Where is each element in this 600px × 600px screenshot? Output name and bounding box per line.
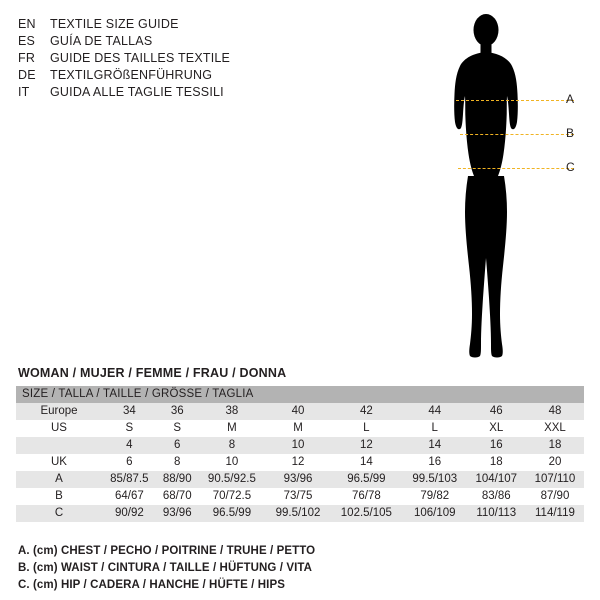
language-code: IT: [18, 85, 30, 99]
table-cell: 40: [266, 403, 330, 420]
table-cell: 90.5/92.5: [198, 471, 266, 488]
language-code: EN: [18, 17, 36, 31]
table-cell: L: [330, 420, 403, 437]
table-cell: 110/113: [467, 505, 526, 522]
table-cell: 93/96: [266, 471, 330, 488]
table-cell: 76/78: [330, 488, 403, 505]
measure-line-a: [456, 100, 574, 101]
female-body-figure: [420, 8, 590, 368]
language-title: TEXTILGRÖßENFÜHRUNG: [50, 68, 213, 82]
table-cell: 14: [403, 437, 467, 454]
legend-row-b: B. (cm) WAIST / CINTURA / TAILLE / HÜFTUNG / VITA: [18, 562, 313, 574]
table-cell: 99.5/102: [266, 505, 330, 522]
row-label: A: [16, 471, 102, 488]
table-cell: 85/87.5: [102, 471, 157, 488]
measure-line-c: [458, 168, 574, 169]
row-label: C: [16, 505, 102, 522]
table-cell: 87/90: [526, 488, 584, 505]
table-cell: 102.5/105: [330, 505, 403, 522]
table-cell: M: [198, 420, 266, 437]
row-label: B: [16, 488, 102, 505]
language-title: TEXTILE SIZE GUIDE: [50, 17, 179, 31]
language-code: FR: [18, 51, 36, 65]
measure-line-b: [460, 134, 574, 135]
table-cell: 114/119: [526, 505, 584, 522]
table-cell: 14: [330, 454, 403, 471]
size-table: [16, 386, 584, 522]
table-cell: 12: [330, 437, 403, 454]
table-row: [16, 420, 584, 437]
language-title: GUIDA ALLE TAGLIE TESSILI: [50, 85, 224, 99]
table-cell: XL: [467, 420, 526, 437]
table-cell: 20: [526, 454, 584, 471]
row-label: US: [16, 420, 102, 437]
table-cell: 90/92: [102, 505, 157, 522]
table-cell: 73/75: [266, 488, 330, 505]
table-cell: 10: [198, 454, 266, 471]
table-cell: 8: [198, 437, 266, 454]
language-row: [18, 50, 318, 67]
table-cell: 6: [157, 437, 198, 454]
table-header-row: [16, 386, 584, 403]
row-label: UK: [16, 454, 102, 471]
language-code: DE: [18, 68, 36, 82]
measurement-legend: [18, 543, 578, 594]
table-cell: 70/72.5: [198, 488, 266, 505]
table-cell: 38: [198, 403, 266, 420]
language-header-list: [18, 16, 318, 101]
language-row: [18, 67, 318, 84]
table-cell: 18: [526, 437, 584, 454]
table-cell: 79/82: [403, 488, 467, 505]
body-silhouette-icon: [420, 8, 590, 368]
table-cell: S: [102, 420, 157, 437]
language-title: GUIDE DES TAILLES TEXTILE: [50, 51, 231, 65]
legend-row-c: C. (cm) HIP / CADERA / HANCHE / HÜFTE / HIPS: [18, 579, 286, 591]
table-cell: 12: [266, 454, 330, 471]
table-row: [16, 437, 584, 454]
measure-label-c: C: [566, 160, 575, 174]
table-cell: 104/107: [467, 471, 526, 488]
table-cell: 6: [102, 454, 157, 471]
table-cell: 8: [157, 454, 198, 471]
table-cell: 64/67: [102, 488, 157, 505]
table-group-title: WOMAN / MUJER / FEMME / FRAU / DONNA: [18, 366, 287, 380]
table-cell: 93/96: [157, 505, 198, 522]
table-row: [16, 454, 584, 471]
table-cell: 83/86: [467, 488, 526, 505]
table-cell: 16: [403, 454, 467, 471]
table-cell: 4: [102, 437, 157, 454]
measure-label-a: A: [566, 92, 575, 106]
table-row: [16, 403, 584, 420]
table-header-cell: SIZE / TALLA / TAILLE / GRÖSSE / TAGLIA: [16, 386, 584, 403]
table-cell: 99.5/103: [403, 471, 467, 488]
table-cell: 68/70: [157, 488, 198, 505]
table-cell: 10: [266, 437, 330, 454]
measure-label-b: B: [566, 126, 575, 140]
language-row: [18, 16, 318, 33]
table-cell: L: [403, 420, 467, 437]
language-code: ES: [18, 34, 36, 48]
row-label: [16, 437, 102, 454]
table-cell: 42: [330, 403, 403, 420]
table-cell: XXL: [526, 420, 584, 437]
table-row: [16, 505, 584, 522]
table-cell: 34: [102, 403, 157, 420]
table-cell: 96.5/99: [330, 471, 403, 488]
table-cell: 88/90: [157, 471, 198, 488]
legend-row-a: A. (cm) CHEST / PECHO / POITRINE / TRUHE / PETTO: [18, 545, 316, 557]
table-cell: M: [266, 420, 330, 437]
language-title: GUÍA DE TALLAS: [50, 34, 153, 48]
language-row: [18, 33, 318, 50]
table-cell: 46: [467, 403, 526, 420]
table-cell: 48: [526, 403, 584, 420]
table-cell: 107/110: [526, 471, 584, 488]
table-cell: 96.5/99: [198, 505, 266, 522]
table-cell: 36: [157, 403, 198, 420]
table-cell: 44: [403, 403, 467, 420]
row-label: Europe: [16, 403, 102, 420]
table-cell: 106/109: [403, 505, 467, 522]
table-cell: 16: [467, 437, 526, 454]
table-row: [16, 471, 584, 488]
table-cell: 18: [467, 454, 526, 471]
table-cell: S: [157, 420, 198, 437]
table-row: [16, 488, 584, 505]
language-row: [18, 84, 318, 101]
